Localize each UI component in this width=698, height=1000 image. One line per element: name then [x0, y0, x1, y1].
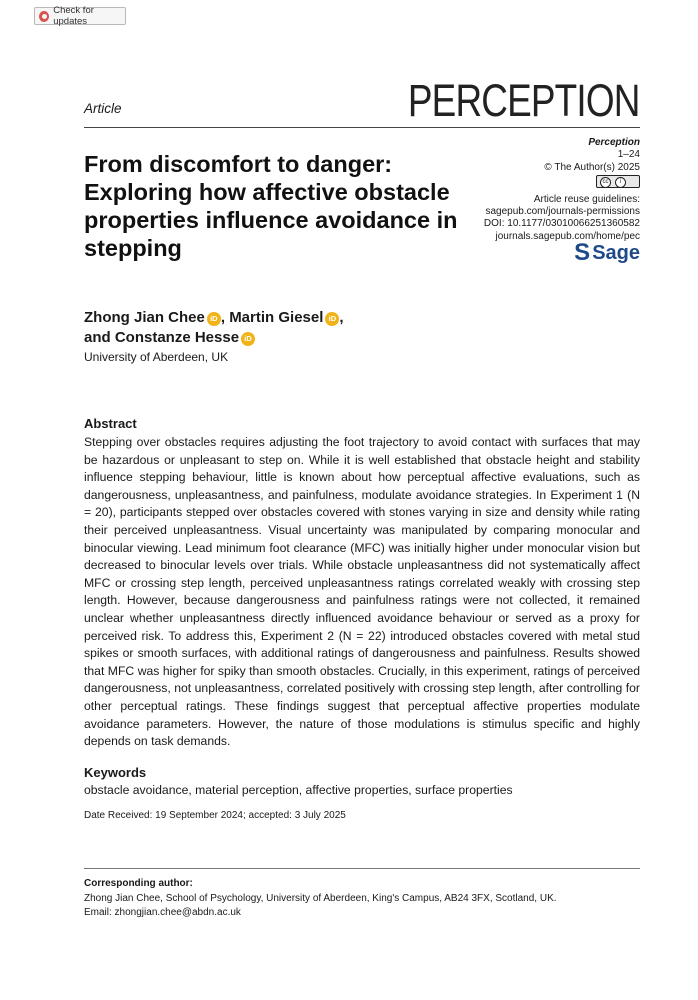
- author-separator: ,: [220, 309, 226, 326]
- article-info-sidebar: [483, 137, 640, 267]
- keywords-text: obstacle avoidance, material perception, affective properties, surface properties: [84, 783, 513, 797]
- reuse-link[interactable]: sagepub.com/journals-permissions: [485, 206, 640, 218]
- reuse-label: Article reuse guidelines:: [533, 193, 640, 205]
- orcid-icon[interactable]: iD: [325, 312, 339, 326]
- orcid-icon[interactable]: iD: [207, 312, 221, 326]
- doi[interactable]: DOI: 10.1177/03010066251360582: [483, 218, 640, 230]
- author-name[interactable]: Zhong Jian Chee: [84, 309, 205, 326]
- corresponding-heading: Corresponding author:: [84, 878, 193, 889]
- article-type: Article: [84, 101, 122, 116]
- journal-logo: PERCEPTION: [408, 75, 640, 126]
- publisher-logo: [484, 239, 640, 267]
- affiliation: University of Aberdeen, UK: [84, 350, 229, 364]
- article-title: From discomfort to danger: Exploring how affective obstacle properties influence avoidance in stepping: [84, 151, 458, 261]
- page-range: 1–24: [617, 149, 640, 161]
- corresponding-address: Zhong Jian Chee, School of Psychology, University of Aberdeen, King's Campus, AB24 3FX, Scotland, UK.: [84, 893, 557, 904]
- author-name[interactable]: and Constanze Hesse: [84, 329, 240, 346]
- keywords-heading: Keywords: [84, 765, 147, 780]
- check-updates-icon: [39, 11, 49, 22]
- publisher-name: Sage: [592, 242, 640, 265]
- header-divider: [84, 127, 640, 128]
- author-list: [84, 308, 344, 348]
- creative-commons-icon: cc i: [596, 175, 640, 188]
- orcid-icon[interactable]: iD: [241, 332, 255, 346]
- abstract-text: Stepping over obstacles requires adjusting the foot trajectory to avoid contact with surfaces that may be hazardous or unpleasant to step on. While it is well established that obstacle height and stability influence stepping behaviour, little is known about how perceptual affective evaluations, such as dangerousness, unpleasantness, and painfulness, modulate avoidance strategies. In Experiment 1 (N = 20), participants stepped over obstacles covered with stones varying in size and density while rating their perceived unpleasantness. Visual uncertainty was manipulated by comparing monocular and binocular viewing. Lead minimum foot clearance (MFC) was initially higher under monocular vision but decreased to binocular levels over trials. While obstacle unpleasantness did not systematically affect MFC or crossing step length, perceived unpleasantness ratings correlated weakly with crossing step length. However, because dangerousness and painfulness ratings were not collected, it remained unclear whether unpleasantness directly influenced avoidance behaviour or served as a proxy for perceived risk. To address this, Experiment 2 (N = 22) introduced obstacles covered with metal stud spikes or smooth surfaces, with additional ratings of dangerousness and painfulness. Results showed that MFC was higher for spiky than smooth obstacles. Crucially, in this experiment, ratings of perceived dangerousness, not unpleasantness, correlated positively with crossing step length, after controlling for other perceptual ratings. These findings suggest that perceptual affective properties modulate avoidance parameters. However, the nature of those modulations is stimulus specific and highly depends on task demands.: [84, 435, 640, 749]
- check-for-updates-label: Check for updates: [53, 5, 94, 27]
- journal-link[interactable]: journals.sagepub.com/home/pec: [495, 230, 640, 242]
- footer-divider: [84, 868, 640, 869]
- corresponding-details: [84, 892, 557, 919]
- abstract-heading: Abstract: [84, 416, 137, 431]
- sage-s-icon: S: [574, 239, 591, 267]
- copyright: © The Author(s) 2025: [544, 161, 640, 173]
- check-for-updates-button[interactable]: [34, 7, 126, 25]
- dates: Date Received: 19 September 2024; accepted: 3 July 2025: [84, 810, 346, 821]
- author-separator: ,: [339, 309, 344, 326]
- corresponding-email[interactable]: Email: zhongjian.chee@abdn.ac.uk: [84, 906, 241, 918]
- journal-name: Perception: [588, 137, 640, 148]
- author-name[interactable]: Martin Giesel: [229, 309, 324, 326]
